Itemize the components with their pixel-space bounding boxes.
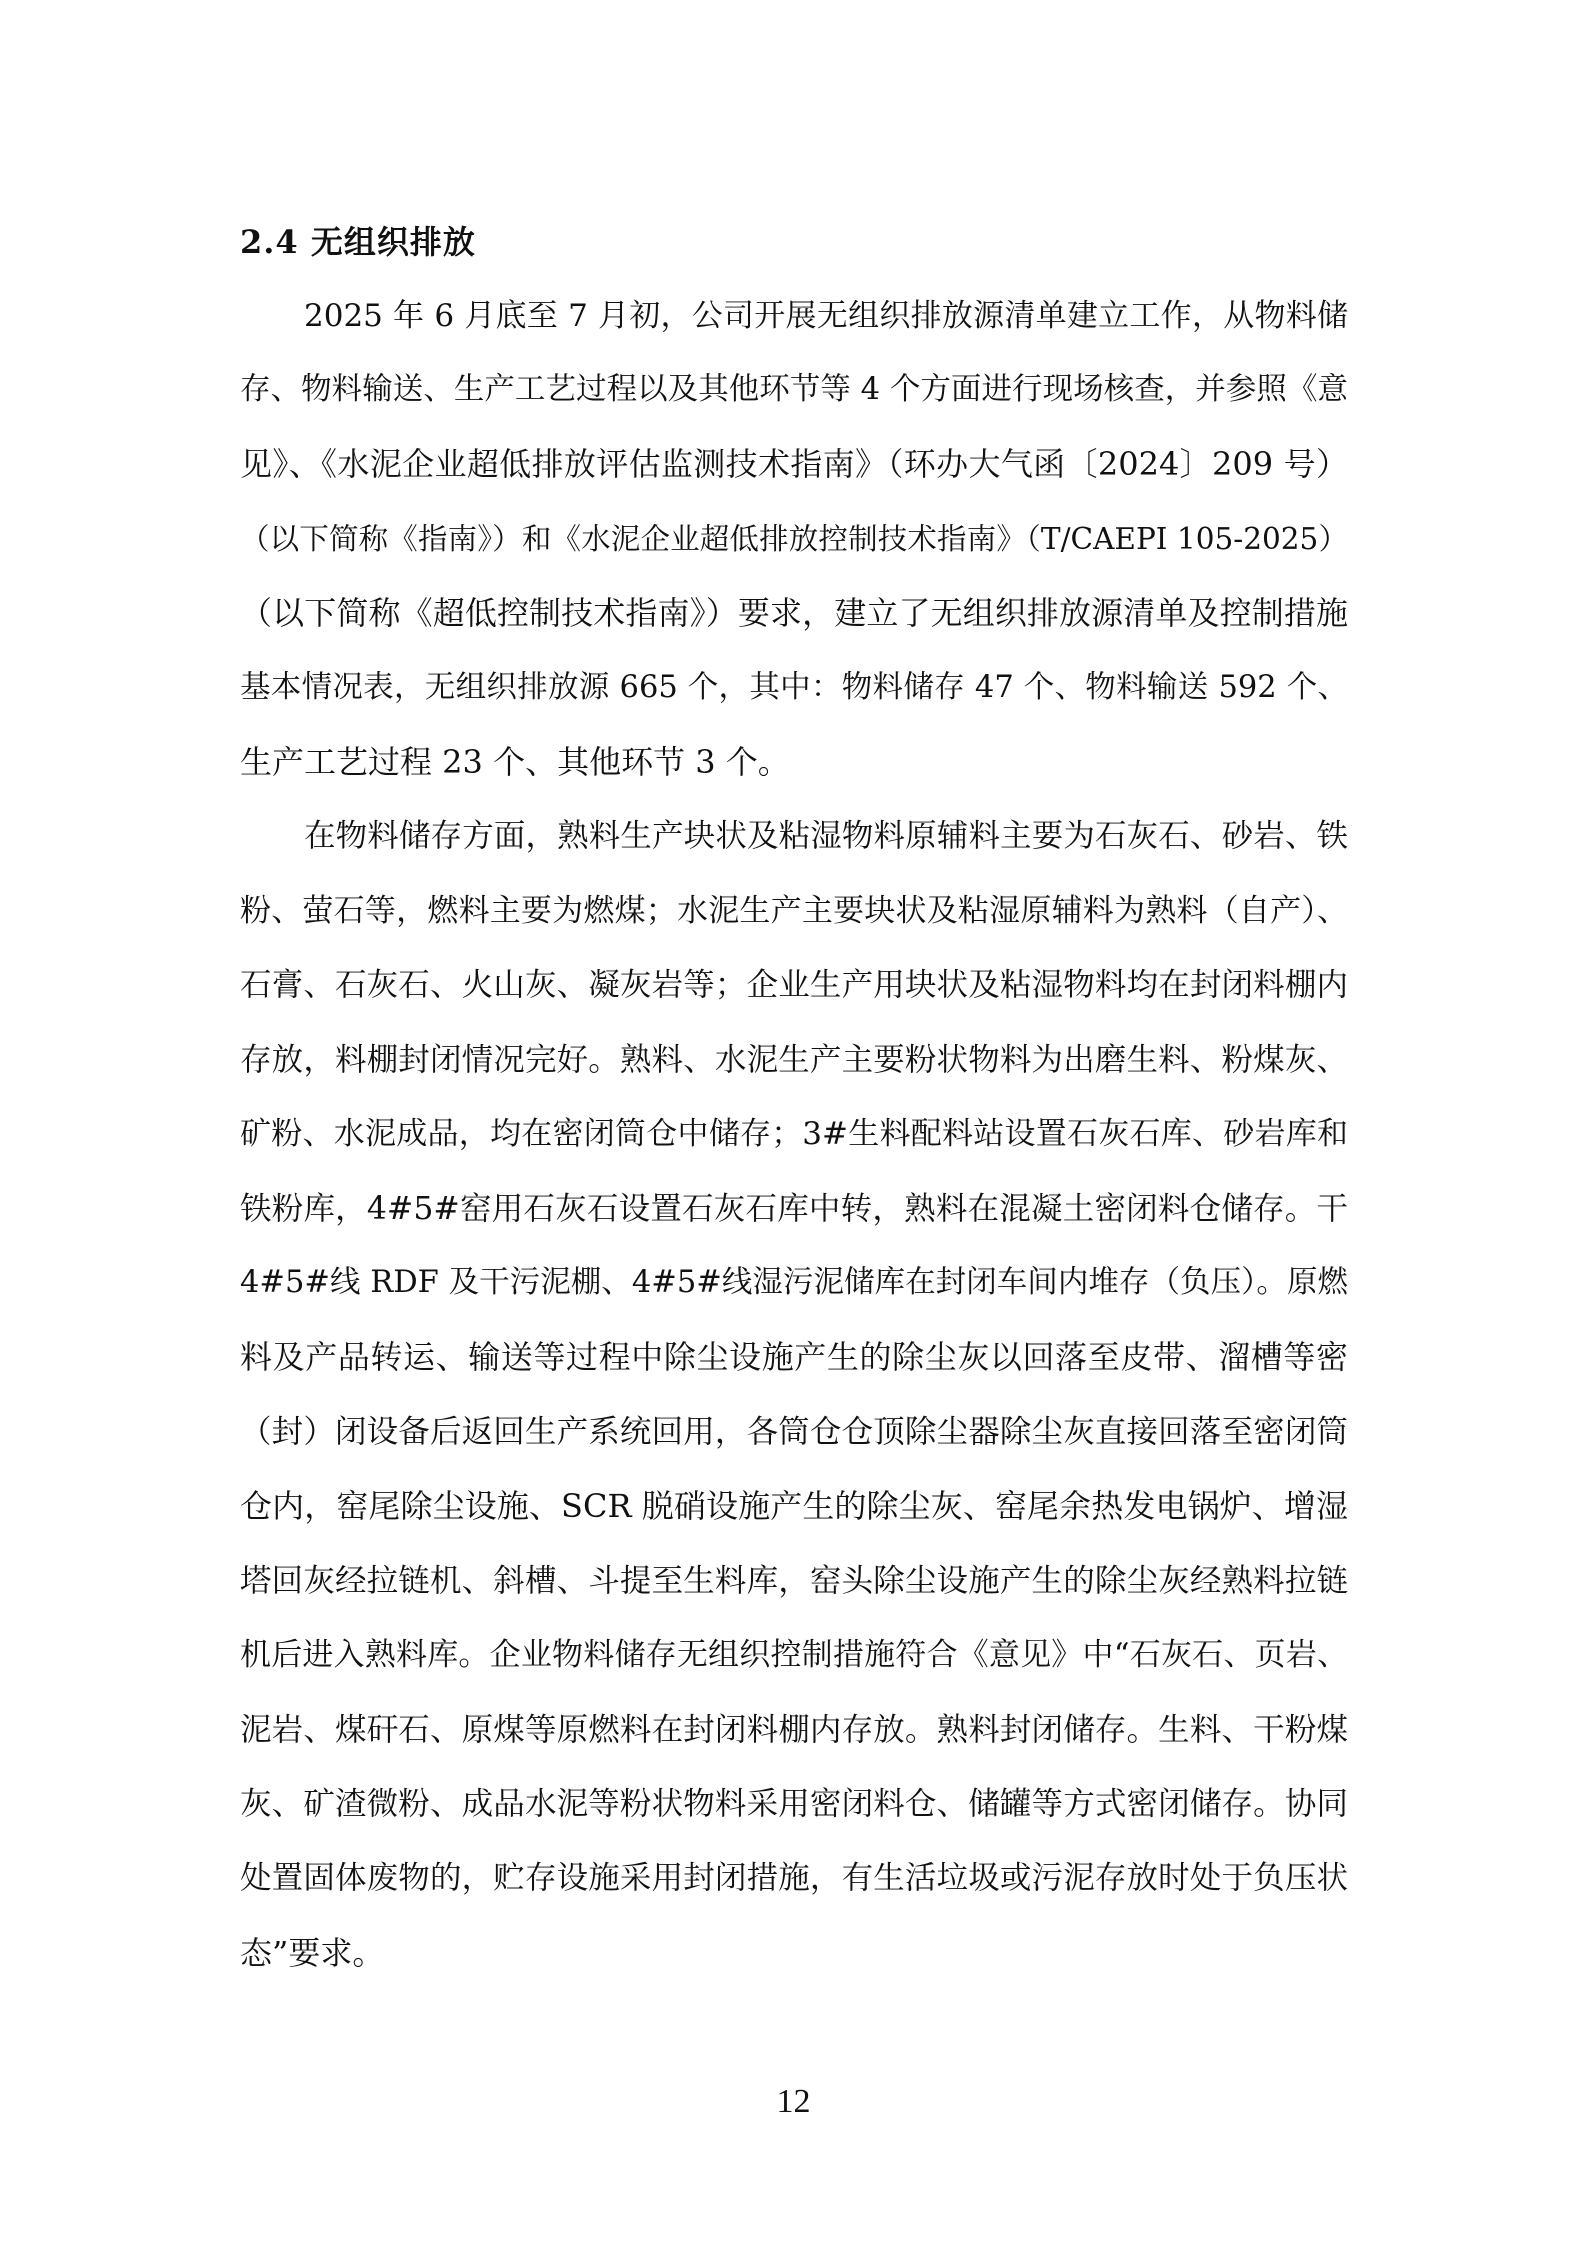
paragraph2-line-10: 仓内，窑尾除尘设施、SCR 脱硝设施产生的除尘灰、窑尾余热发电锅炉、增湿 xyxy=(240,1487,1348,1525)
paragraph1-line-3: 见》、《水泥企业超低排放评估监测技术指南》（环办大气函〔2024〕209 号） xyxy=(240,445,1348,483)
paragraph1-line-5: （以下简称《超低控制技术指南》）要求，建立了无组织排放源清单及控制措施 xyxy=(240,594,1348,632)
paragraph2-line-14: 灰、矿渣微粉、成品水泥等粉状物料采用密闭料仓、储罐等方式密闭储存。协同 xyxy=(240,1786,1348,1822)
paragraph1-line-7: 生产工艺过程 23 个、其他环节 3 个。 xyxy=(240,743,790,781)
paragraph2-line-7: 4#5#线 RDF 及干污泥棚、4#5#线湿污泥储库在封闭车间内堆存（负压）。原燃 xyxy=(240,1265,1348,1300)
page-number: 12 xyxy=(776,2083,811,2120)
paragraph1-line-6: 基本情况表，无组织排放源 665 个，其中：物料储存 47 个、物料输送 592 个、 xyxy=(240,670,1348,705)
paragraph2-line-13: 泥岩、煤矸石、原煤等原燃料在封闭料棚内存放。熟料封闭储存。生料、干粉煤 xyxy=(240,1712,1348,1748)
paragraph2-line-6: 铁粉库，4#5#窑用石灰石设置石灰石库中转，熟料在混凝土密闭料仓储存。干 xyxy=(240,1191,1348,1227)
paragraph1-line-2: 存、物料输送、生产工艺过程以及其他环节等 4 个方面进行现场核查，并参照《意 xyxy=(240,372,1348,407)
paragraph2-line-11: 塔回灰经拉链机、斜槽、斗提至生料库，窑头除尘设施产生的除尘灰经熟料拉链 xyxy=(240,1563,1348,1599)
paragraph2-line-1: 在物料储存方面，熟料生产块状及粘湿物料原辅料主要为石灰石、砂岩、铁 xyxy=(304,818,1348,854)
paragraph2-line-8: 料及产品转运、输送等过程中除尘设施产生的除尘灰以回落至皮带、溜槽等密 xyxy=(240,1338,1348,1376)
paragraph2-line-5: 矿粉、水泥成品，均在密闭筒仓中储存；3#生料配料站设置石灰石库、砂岩库和 xyxy=(240,1116,1348,1152)
paragraph2-line-2: 粉、萤石等，燃料主要为燃煤；水泥生产主要块状及粘湿原辅料为熟料（自产）、 xyxy=(240,893,1348,929)
paragraph2-line-16: 态”要求。 xyxy=(240,1934,385,1972)
paragraph2-line-4: 存放，料棚封闭情况完好。熟料、水泥生产主要粉状物料为出磨生料、粉煤灰、 xyxy=(240,1042,1348,1078)
paragraph2-line-9: （封）闭设备后返回生产系统回用，各筒仓仓顶除尘器除尘灰直接回落至密闭筒 xyxy=(240,1414,1348,1450)
paragraph2-line-15: 处置固体废物的，贮存设施采用封闭措施，有生活垃圾或污泥存放时处于负压状 xyxy=(240,1860,1348,1896)
paragraph2-line-3: 石膏、石灰石、火山灰、凝灰岩等；企业生产用块状及粘湿物料均在封闭料棚内 xyxy=(240,967,1348,1003)
paragraph1-line-4: （以下简称《指南》）和《水泥企业超低排放控制技术指南》（T/CAEPI 105-2025） xyxy=(240,522,1348,556)
paragraph2-line-12: 机后进入熟料库。企业物料储存无组织控制措施符合《意见》中“石灰石、页岩、 xyxy=(240,1637,1348,1673)
paragraph1-line-1: 2025 年 6 月底至 7 月初，公司开展无组织排放源清单建立工作，从物料储 xyxy=(304,298,1348,334)
section-heading: 2.4 无组织排放 xyxy=(240,223,476,261)
